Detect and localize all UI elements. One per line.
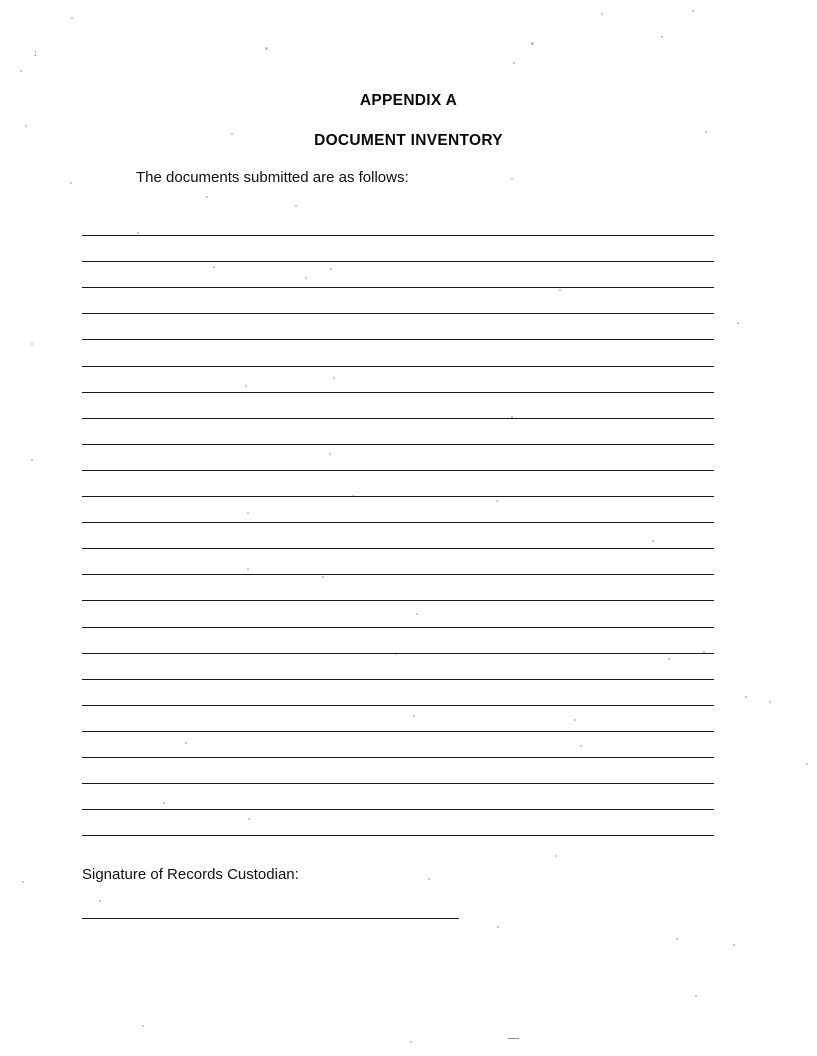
- blank-inventory-line[interactable]: [82, 314, 714, 340]
- blank-inventory-line[interactable]: [82, 601, 714, 627]
- scan-speck: [22, 881, 24, 883]
- scan-speck: [428, 878, 430, 880]
- blank-lines-area: [82, 210, 714, 836]
- scan-speck: [513, 62, 515, 64]
- blank-inventory-line[interactable]: [82, 523, 714, 549]
- scan-speck: [661, 36, 663, 38]
- blank-inventory-line[interactable]: [82, 236, 714, 262]
- signature-label: Signature of Records Custodian:: [82, 866, 299, 883]
- blank-inventory-line[interactable]: [82, 210, 714, 236]
- page-title: APPENDIX A: [359, 92, 458, 109]
- blank-inventory-line[interactable]: [82, 758, 714, 784]
- scan-speck: [531, 42, 534, 45]
- blank-inventory-line[interactable]: [82, 445, 714, 471]
- blank-inventory-line[interactable]: [82, 628, 714, 654]
- blank-inventory-line[interactable]: [82, 393, 714, 419]
- scan-speck: [601, 13, 603, 15]
- scan-speck: [295, 205, 297, 207]
- blank-inventory-line[interactable]: [82, 549, 714, 575]
- scan-speck: [737, 322, 739, 324]
- scan-speck: [497, 926, 499, 928]
- intro-text: The documents submitted are as follows:: [136, 169, 409, 186]
- title-block: [0, 92, 817, 150]
- blank-inventory-line[interactable]: [82, 340, 714, 366]
- page-subtitle: DOCUMENT INVENTORY: [314, 132, 503, 149]
- scan-edge-marks: :: [34, 48, 124, 59]
- blank-inventory-line[interactable]: [82, 784, 714, 810]
- signature-line[interactable]: [82, 918, 459, 919]
- blank-inventory-line[interactable]: [82, 706, 714, 732]
- blank-inventory-line[interactable]: [82, 654, 714, 680]
- blank-inventory-line[interactable]: [82, 262, 714, 288]
- scan-speck: [206, 196, 208, 198]
- blank-inventory-line[interactable]: [82, 680, 714, 706]
- scan-speck: [265, 47, 268, 50]
- blank-inventory-line[interactable]: [82, 497, 714, 523]
- scan-speck: [676, 938, 678, 940]
- scan-speck: [745, 696, 747, 698]
- scan-speck: [733, 944, 735, 946]
- scan-speck: [511, 178, 513, 180]
- blank-inventory-line[interactable]: [82, 575, 714, 601]
- bottom-scan-mark: [508, 1038, 519, 1039]
- scan-speck: [692, 10, 694, 12]
- scan-speck: [20, 70, 22, 72]
- scan-speck: [31, 343, 33, 345]
- scan-speck: [695, 995, 697, 997]
- blank-inventory-line[interactable]: [82, 288, 714, 314]
- scan-speck: [410, 1041, 412, 1043]
- blank-inventory-line[interactable]: [82, 419, 714, 445]
- blank-inventory-line[interactable]: [82, 732, 714, 758]
- scan-speck: [70, 182, 72, 184]
- blank-inventory-line[interactable]: [82, 367, 714, 393]
- blank-inventory-line[interactable]: [82, 471, 714, 497]
- scan-speck: [555, 855, 557, 857]
- scan-speck: [31, 459, 33, 461]
- scan-speck: [806, 763, 808, 765]
- scan-speck: [71, 17, 73, 19]
- scan-speck: [99, 900, 101, 902]
- scan-speck: [142, 1025, 144, 1027]
- scan-speck: [769, 701, 771, 703]
- blank-inventory-line[interactable]: [82, 810, 714, 836]
